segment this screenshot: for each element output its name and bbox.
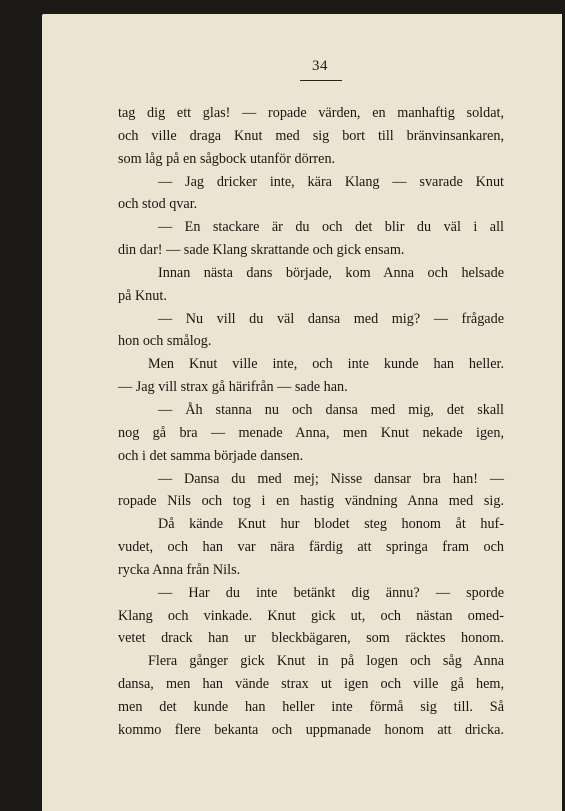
text-line: dansa, men han vände strax ut igen och ville gå hem, — [118, 676, 504, 693]
text-line: — Nu vill du väl dansa med mig? — frågade — [158, 310, 504, 327]
text-line: Klang och vinkade. Knut gick ut, och nästan omed- — [118, 607, 504, 624]
text-line: tag dig ett glas! — ropade värden, en manhaftig soldat, — [118, 105, 504, 121]
book-page — [42, 14, 562, 811]
body-text — [118, 102, 504, 742]
text-line: ropade Nils och tog i en hastig vändning Anna med sig. — [118, 493, 504, 510]
text-line: — Dansa du med mej; Nisse dansar bra han! — — [158, 470, 504, 487]
text-line: Men Knut ville inte, och inte kunde han heller. — [148, 356, 504, 373]
text-line: nog gå bra — menade Anna, men Knut nekade igen, — [118, 424, 504, 441]
text-line: — En stackare är du och det blir du väl i all — [158, 219, 504, 236]
text-line: rycka Anna från Nils. — [118, 561, 241, 578]
text-line: vetet drack han ur bleckbägaren, som räcktes honom. — [118, 630, 504, 647]
text-line: på Knut. — [118, 287, 167, 304]
page-number: 34 — [312, 58, 328, 74]
text-line: och stod qvar. — [118, 196, 198, 213]
text-line: Flera gånger gick Knut in på logen och såg Anna — [148, 653, 504, 670]
text-line: kommo flere bekanta och uppmanade honom att dricka. — [118, 721, 504, 738]
text-line: — Åh stanna nu och dansa med mig, det skall — [158, 401, 504, 418]
text-line: — Jag vill strax gå härifrån — sade han. — [118, 379, 348, 396]
text-line: men det kunde han heller inte förmå sig till. Så — [118, 698, 504, 715]
text-line: och i det samma började dansen. — [118, 447, 304, 464]
text-line: — Jag dricker inte, kära Klang — svarade Knut — [158, 173, 504, 190]
text-line: som låg på en sågbock utanför dörren. — [118, 150, 336, 167]
text-line: Innan nästa dans började, kom Anna och helsade — [158, 264, 504, 281]
page-number-rule — [300, 80, 342, 81]
text-line: — Har du inte betänkt dig ännu? — sporde — [158, 584, 504, 601]
text-line: hon och smålog. — [118, 333, 212, 350]
text-line: och ville draga Knut med sig bort till bränvinsankaren, — [118, 127, 504, 144]
text-line: din dar! — sade Klang skrattande och gick ensam. — [118, 242, 405, 259]
text-line: Då kände Knut hur blodet steg honom åt huf- — [158, 516, 504, 533]
text-line: vudet, och han var nära färdig att springa fram och — [118, 539, 504, 556]
